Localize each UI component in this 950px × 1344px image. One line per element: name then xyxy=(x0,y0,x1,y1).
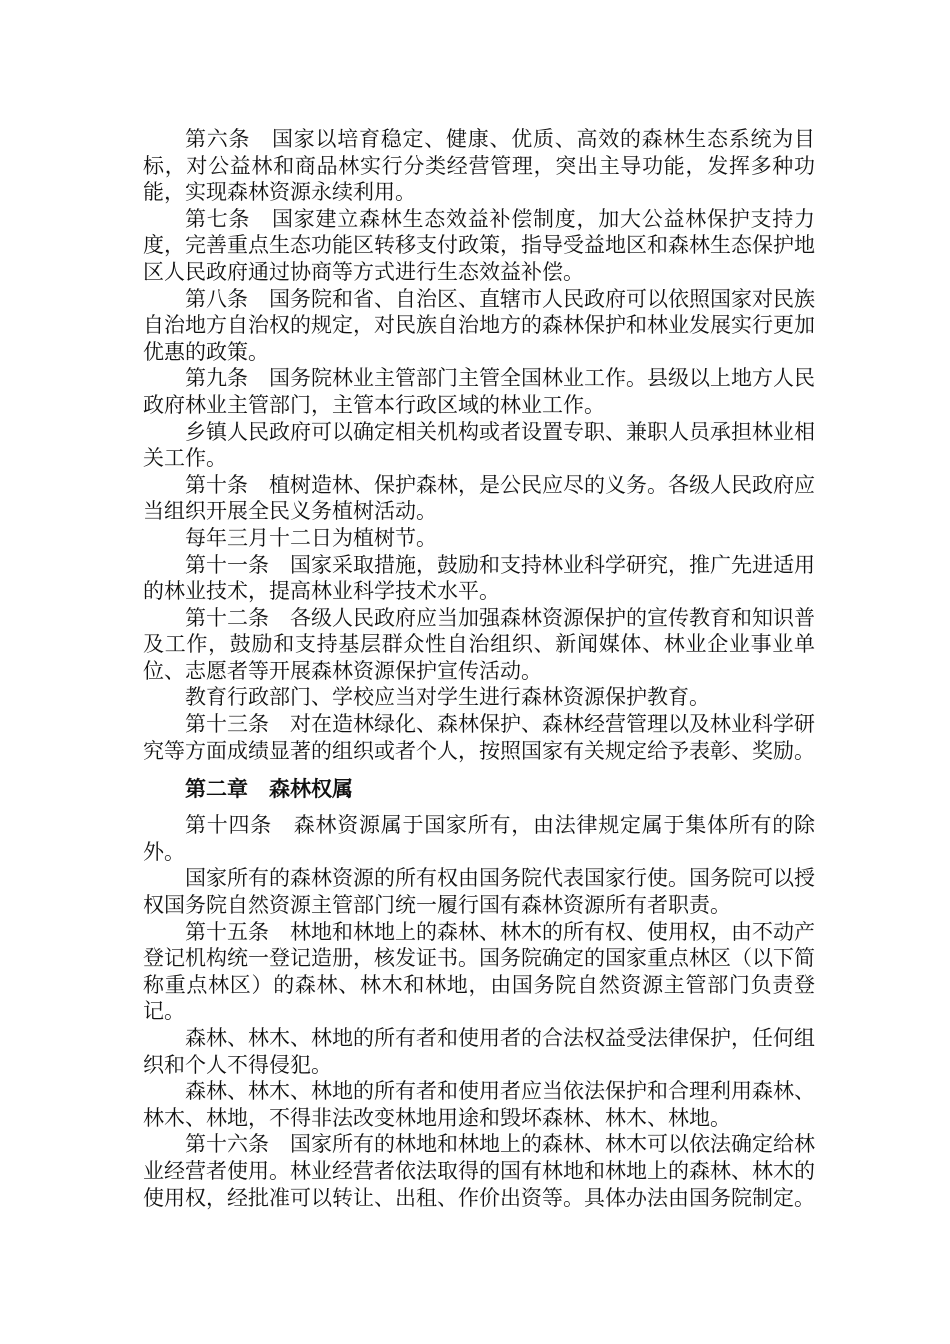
article-14-paragraph-2: 国家所有的森林资源的所有权由国务院代表国家行使。国务院可以授权国务院自然资源主管部门统一履行国有森林资源所有者职责。 xyxy=(143,866,815,918)
article-15-paragraph-3: 森林、林木、林地的所有者和使用者应当依法保护和合理利用森林、林木、林地，不得非法改变林地用途和毁坏森林、林木、林地。 xyxy=(143,1079,815,1130)
article-15: 第十五条 林地和林地上的森林、林木的所有权、使用权，由不动产登记机构统一登记造册，核发证书。国务院确定的国家重点林区（以下简称重点林区）的森林、林木和林地，由国务院自然资源主管部门负责登记。 xyxy=(143,919,815,1024)
chapter-heading: 第二章 森林权属 xyxy=(185,777,353,802)
article-10: 第十条 植树造林、保护森林，是公民应尽的义务。各级人民政府应当组织开展全民义务植树活动。 xyxy=(143,472,815,524)
article-8: 第八条 国务院和省、自治区、直辖市人民政府可以依照国家对民族自治地方自治权的规定，对民族自治地方的森林保护和林业发展实行更加优惠的政策。 xyxy=(143,286,815,364)
article-12-paragraph-2: 教育行政部门、学校应当对学生进行森林资源保护教育。 xyxy=(185,685,710,710)
article-10-paragraph-2: 每年三月十二日为植树节。 xyxy=(185,525,437,550)
article-9: 第九条 国务院林业主管部门主管全国林业工作。县级以上地方人民政府林业主管部门，主管本行政区域的林业工作。 xyxy=(143,366,815,417)
article-13: 第十三条 对在造林绿化、森林保护、森林经营管理以及林业科学研究等方面成绩显著的组织或者个人，按照国家有关规定给予表彰、奖励。 xyxy=(143,712,815,763)
article-7: 第七条 国家建立森林生态效益补偿制度，加大公益林保护支持力度，完善重点生态功能区转移支付政策，指导受益地区和森林生态保护地区人民政府通过协商等方式进行生态效益补偿。 xyxy=(143,206,815,284)
document-page xyxy=(143,126,815,1211)
article-12: 第十二条 各级人民政府应当加强森林资源保护的宣传教育和知识普及工作，鼓励和支持基层群众性自治组织、新闻媒体、林业企业事业单位、志愿者等开展森林资源保护宣传活动。 xyxy=(143,605,815,683)
article-16: 第十六条 国家所有的林地和林地上的森林、林木可以依法确定给林业经营者使用。林业经营者依法取得的国有林地和林地上的森林、林木的使用权，经批准可以转让、出租、作价出资等。具体办法由国务院制定。 xyxy=(143,1132,815,1210)
article-11: 第十一条 国家采取措施，鼓励和支持林业科学研究，推广先进适用的林业技术，提高林业科学技术水平。 xyxy=(143,552,815,604)
article-15-paragraph-2: 森林、林木、林地的所有者和使用者的合法权益受法律保护，任何组织和个人不得侵犯。 xyxy=(143,1026,815,1077)
article-6: 第六条 国家以培育稳定、健康、优质、高效的森林生态系统为目标，对公益林和商品林实行分类经营管理，突出主导功能，发挥多种功能，实现森林资源永续利用。 xyxy=(143,127,815,205)
article-14: 第十四条 森林资源属于国家所有，由法律规定属于集体所有的除外。 xyxy=(143,813,815,864)
article-9-paragraph-2: 乡镇人民政府可以确定相关机构或者设置专职、兼职人员承担林业相关工作。 xyxy=(143,419,815,471)
